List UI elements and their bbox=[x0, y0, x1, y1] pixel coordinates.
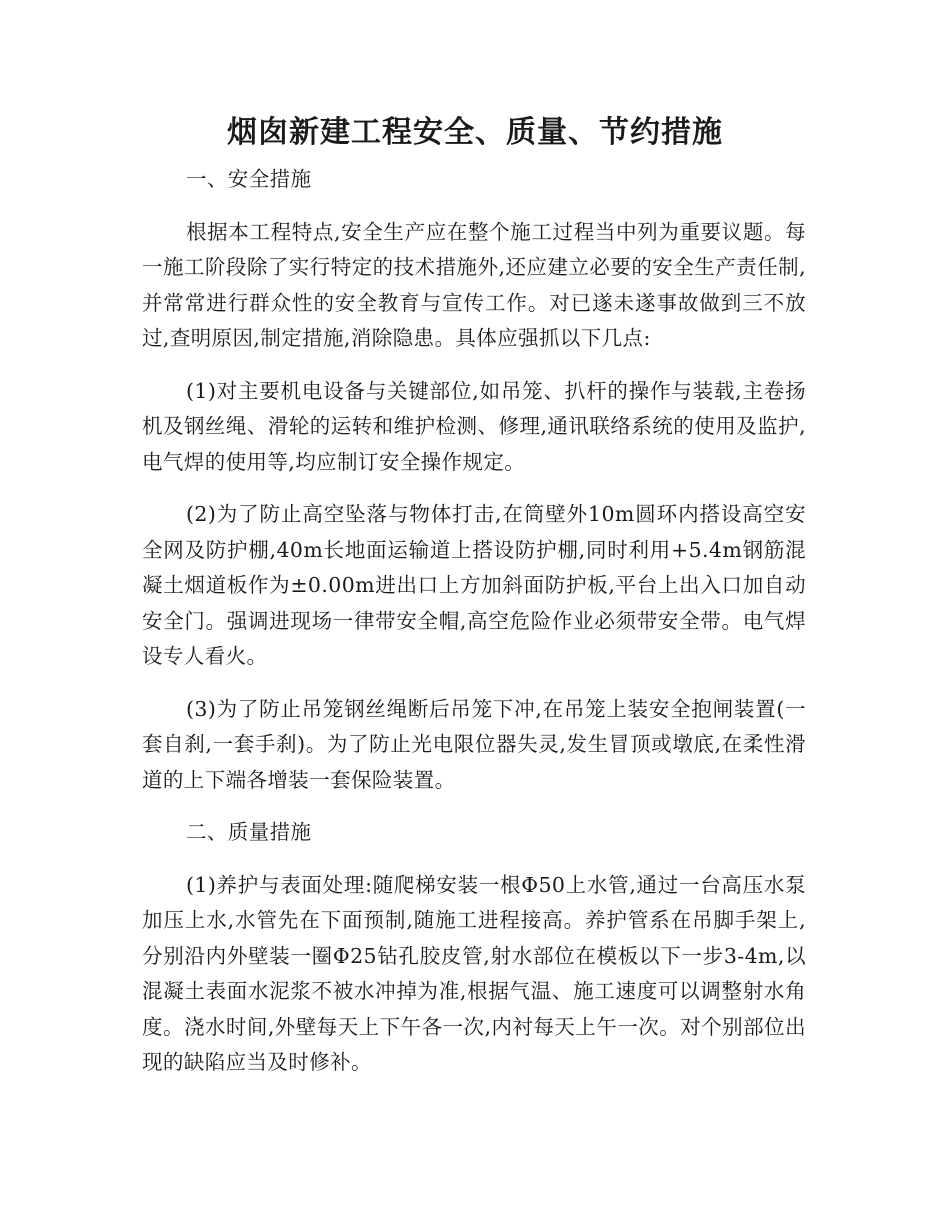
section-heading-safety: 一、安全措施 bbox=[186, 167, 312, 191]
section-heading-quality: 二、质量措施 bbox=[186, 820, 312, 844]
safety-item-2-paragraph: (2)为了防止高空坠落与物体打击,在筒壁外10m圆环内搭设高空安全网及防护棚,40m长地面运输道上搭设防护棚,同时利用+5.4m钢筋混凝土烟道板作为±0.00m进出口上方加斜面防护板,平台上出入口加自动安全门。强调进现场一律带安全帽,高空危险作业必须带安全带。电气焊设专人看火。 bbox=[142, 502, 806, 668]
safety-item-3-paragraph: (3)为了防止吊笼钢丝绳断后吊笼下冲,在吊笼上装安全抱闸装置(一套自刹,一套手刹)。为了防止光电限位器失灵,发生冒顶或墩底,在柔性滑道的上下端各增装一套保险装置。 bbox=[142, 696, 806, 792]
quality-item-1-paragraph: (1)养护与表面处理:随爬梯安装一根Φ50上水管,通过一台高压水泵加压上水,水管先在下面预制,随施工进程接高。养护管系在吊脚手架上,分别沿内外壁装一圈Φ25钻孔胶皮管,射水部位在模板以下一步3-4m,以混凝土表面水泥浆不被水冲掉为准,根据气温、施工速度可以调整射水角度。浇水时间,外壁每天上下午各一次,内衬每天上午一次。对个别部位出现的缺陷应当及时修补。 bbox=[142, 872, 806, 1074]
safety-item-1-paragraph: (1)对主要机电设备与关键部位,如吊笼、扒杆的操作与装载,主卷扬机及钢丝绳、滑轮的运转和维护检测、修理,通讯联络系统的使用及监护,电气焊的使用等,均应制订安全操作规定。 bbox=[142, 378, 806, 474]
safety-intro-paragraph: 根据本工程特点,安全生产应在整个施工过程当中列为重要议题。每一施工阶段除了实行特定的技术措施外,还应建立必要的安全生产责任制,并常常进行群众性的安全教育与宣传工作。对已遂未遂事故做到三不放过,查明原因,制定措施,消除隐患。具体应强抓以下几点: bbox=[142, 219, 806, 350]
document-body bbox=[142, 162, 806, 1098]
document-title: 烟囱新建工程安全、质量、节约措施 bbox=[227, 115, 723, 150]
